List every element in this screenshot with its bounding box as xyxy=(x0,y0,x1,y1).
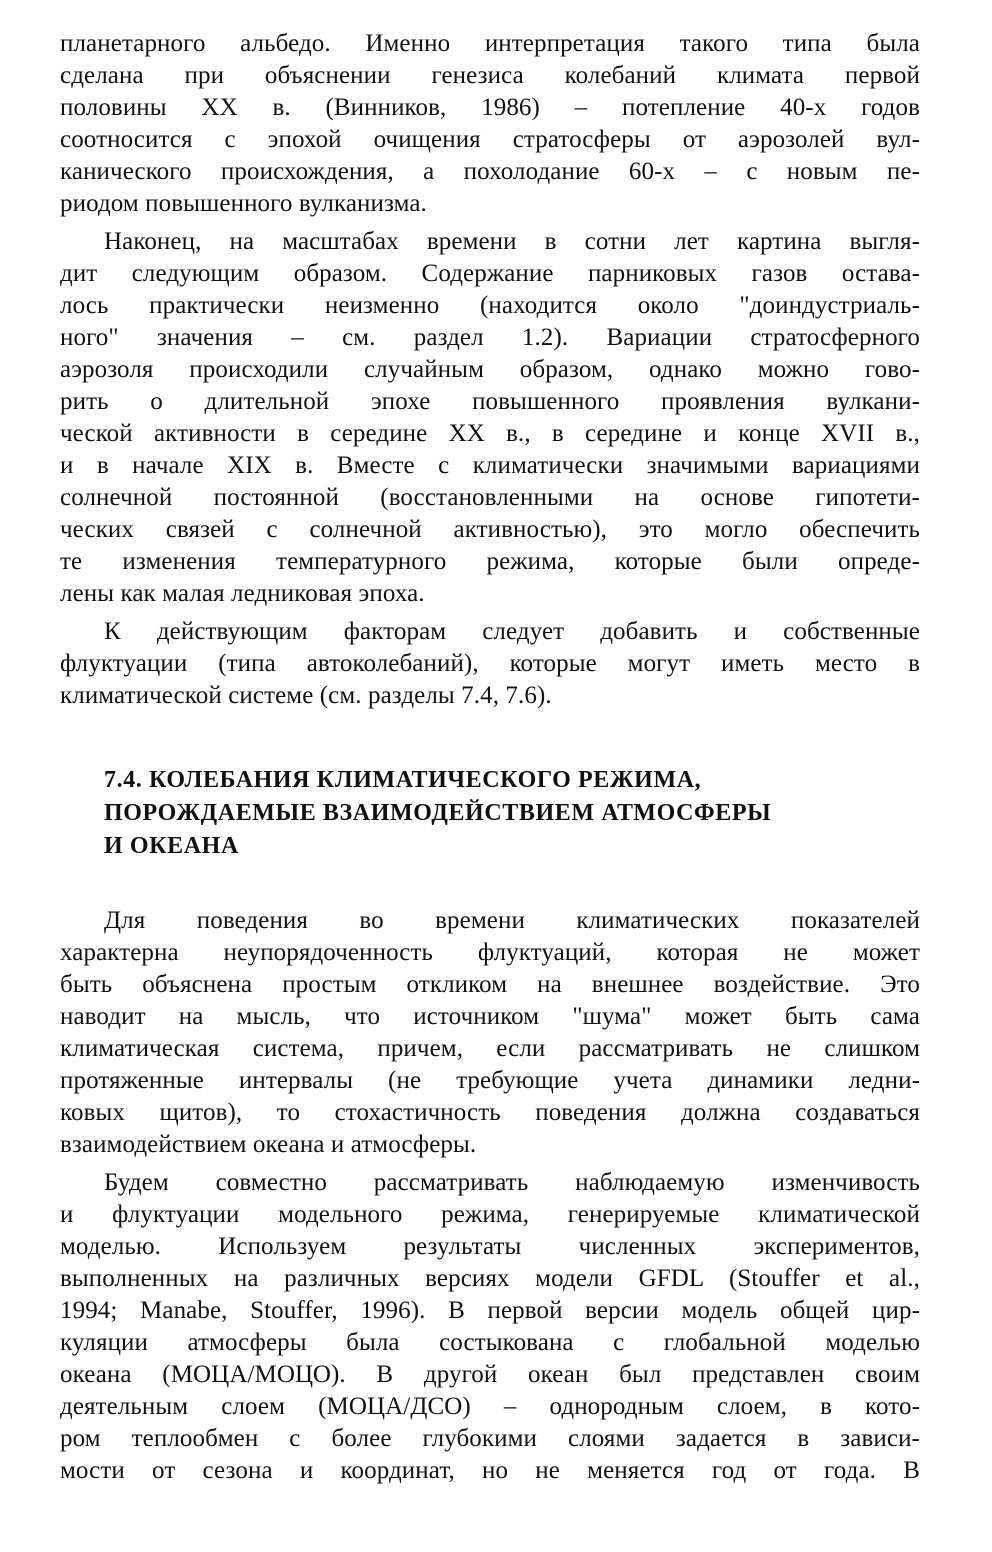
text-line: ческой активности в середине XX в., в середине и конце XVII в., xyxy=(60,420,920,447)
text-line: сделана при объяснении генезиса колебаний климата первой xyxy=(60,62,920,89)
text-line: К действующим факторам следует добавить и собственные xyxy=(104,618,920,645)
text-line: те изменения температурного режима, которые были опреде- xyxy=(60,548,920,575)
text-line: канического происхождения, а похолодание 60-х – с новым пе- xyxy=(60,158,920,185)
text-line: ром теплообмен с более глубокими слоями задается в зависи- xyxy=(60,1425,920,1452)
paragraph-3 xyxy=(60,616,920,712)
section-heading-line: И ОКЕАНА xyxy=(104,833,239,859)
text-line: выполненных на различных версиях модели GFDL (Stouffer et al., xyxy=(60,1265,920,1292)
text-line: соотносится с эпохой очищения стратосферы от аэрозолей вул- xyxy=(60,126,920,153)
page-content xyxy=(60,28,920,1493)
text-line: взаимодействием океана и атмосферы. xyxy=(60,1131,477,1158)
text-line: деятельным слоем (МОЦА/ДСО) – однородным слоем, в кото- xyxy=(60,1393,920,1420)
text-line: рить о длительной эпохе повышенного проявления вулкани- xyxy=(60,388,920,415)
text-line: планетарного альбедо. Именно интерпретация такого типа была xyxy=(60,30,920,57)
section-heading-line: ПОРОЖДАЕМЫЕ ВЗАИМОДЕЙСТВИЕМ АТМОСФЕРЫ xyxy=(104,800,772,826)
text-line: аэрозоля происходили случайным образом, однако можно гово- xyxy=(60,356,920,383)
text-line: Для поведения во времени климатических показателей xyxy=(104,907,920,934)
text-line: куляции атмосферы была состыкована с глобальной моделью xyxy=(60,1329,920,1356)
text-line: половины XX в. (Винников, 1986) – потепление 40-х годов xyxy=(60,94,920,121)
paragraph-2 xyxy=(60,226,920,610)
text-line: наводит на мысль, что источником "шума" может быть сама xyxy=(60,1003,920,1030)
text-line: солнечной постоянной (восстановленными на основе гипотети- xyxy=(60,484,920,511)
text-line: лены как малая ледниковая эпоха. xyxy=(60,580,425,607)
text-line: 1994; Manabe, Stouffer, 1996). В первой версии модель общей цир- xyxy=(60,1297,920,1324)
text-line: протяженные интервалы (не требующие учета динамики ледни- xyxy=(60,1067,920,1094)
paragraph-5 xyxy=(60,1167,920,1487)
text-line: флуктуации (типа автоколебаний), которые могут иметь место в xyxy=(60,650,920,677)
text-line: Будем совместно рассматривать наблюдаемую изменчивость xyxy=(104,1169,920,1196)
text-line: быть объяснена простым откликом на внешнее воздействие. Это xyxy=(60,971,920,998)
text-line: ковых щитов), то стохастичность поведения должна создаваться xyxy=(60,1099,920,1126)
text-line: ческих связей с солнечной активностью), это могло обеспечить xyxy=(60,516,920,543)
text-line: Наконец, на масштабах времени в сотни лет картина выгля- xyxy=(104,228,920,255)
text-line: и флуктуации модельного режима, генерируемые климатической xyxy=(60,1201,920,1228)
section-heading-line: 7.4. КОЛЕБАНИЯ КЛИМАТИЧЕСКОГО РЕЖИМА, xyxy=(104,767,702,793)
text-line: климатической системе (см. разделы 7.4, 7.6). xyxy=(60,682,552,709)
text-line: риодом повышенного вулканизма. xyxy=(60,190,427,217)
text-line: мости от сезона и координат, но не меняется год от года. В xyxy=(60,1457,920,1484)
text-line: моделью. Используем результаты численных экспериментов, xyxy=(60,1233,920,1260)
section-heading xyxy=(60,764,920,863)
paragraph-4 xyxy=(60,905,920,1161)
text-line: ного" значения – см. раздел 1.2). Вариации стратосферного xyxy=(60,324,920,351)
text-line: дит следующим образом. Содержание парниковых газов остава- xyxy=(60,260,920,287)
text-line: и в начале XIX в. Вместе с климатически значимыми вариациями xyxy=(60,452,920,479)
paragraph-1 xyxy=(60,28,920,220)
text-line: океана (МОЦА/МОЦО). В другой океан был представлен своим xyxy=(60,1361,920,1388)
text-line: климатическая система, причем, если рассматривать не слишком xyxy=(60,1035,920,1062)
text-line: лось практически неизменно (находится около "доиндустриаль- xyxy=(60,292,920,319)
text-line: характерна неупорядоченность флуктуаций, которая не может xyxy=(60,939,920,966)
